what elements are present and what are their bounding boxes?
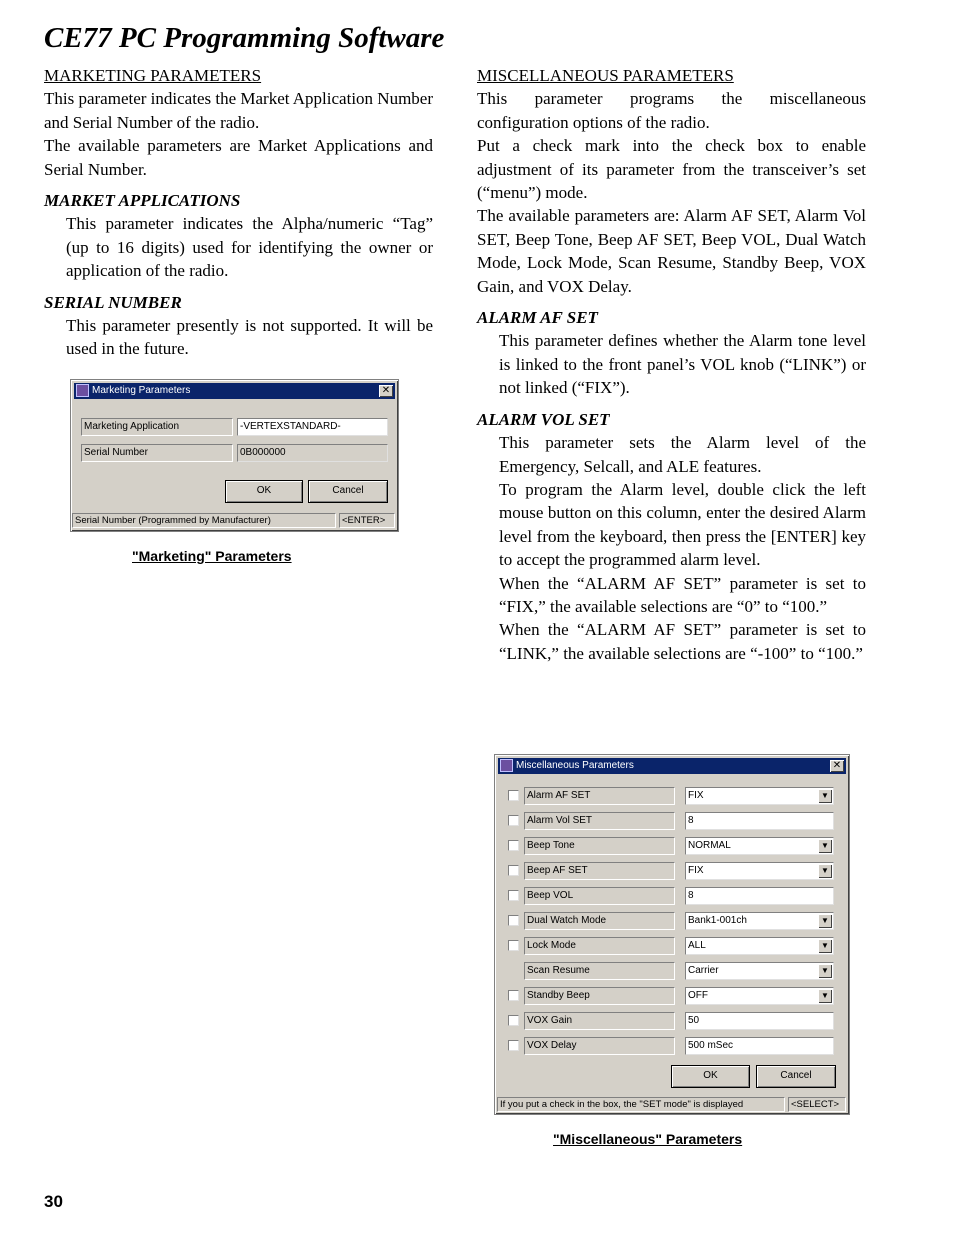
misc-heading: MISCELLANEOUS PARAMETERS bbox=[477, 66, 734, 85]
misc-checkbox-text: Put a check mark into the check box to enable adjustment of its parameter from the transceiver’s set (“menu”) mode. bbox=[477, 136, 866, 203]
standby-beep-checkbox[interactable] bbox=[508, 990, 519, 1001]
page-number: 30 bbox=[44, 1192, 63, 1211]
alarm-vol-set-heading: ALARM VOL SET bbox=[477, 409, 610, 429]
ok-button[interactable]: OK bbox=[671, 1065, 750, 1088]
status-bar-key: <SELECT> bbox=[788, 1097, 846, 1112]
marketing-parameters-dialog bbox=[70, 379, 399, 532]
serial-number-text: This parameter presently is not supported. It will be used in the future. bbox=[66, 316, 433, 359]
scan-resume-select[interactable] bbox=[685, 962, 834, 980]
chevron-down-icon[interactable]: ▼ bbox=[818, 864, 832, 878]
dual-watch-mode-label: Dual Watch Mode bbox=[524, 912, 675, 930]
serial-number-heading: SERIAL NUMBER bbox=[44, 292, 182, 312]
alarm-vol-set-text-4: When the “ALARM AF SET” parameter is set to “LINK,” the available selections are “-100” to “100.” bbox=[499, 620, 866, 663]
misc-available: The available parameters are: Alarm AF SET, Alarm Vol SET, Beep Tone, Beep AF SET, Beep VOL, Dual Watch Mode, Lock Mode, Scan Resume, Standby Beep, VOX Gain, and VOX Delay. bbox=[477, 206, 866, 296]
vox-delay-checkbox[interactable] bbox=[508, 1040, 519, 1051]
cancel-button[interactable]: Cancel bbox=[756, 1065, 836, 1088]
status-bar-text: Serial Number (Programmed by Manufacturer) bbox=[72, 513, 336, 528]
chevron-down-icon[interactable]: ▼ bbox=[818, 789, 832, 803]
standby-beep-value: OFF bbox=[688, 990, 708, 1001]
vox-gain-input[interactable]: 50 bbox=[685, 1012, 834, 1030]
alarm-af-set-text: This parameter defines whether the Alarm tone level is linked to the front panel’s VOL knob (“LINK”) or not linked (“FIX”). bbox=[499, 331, 866, 398]
beep-tone-checkbox[interactable] bbox=[508, 840, 519, 851]
app-icon bbox=[500, 759, 513, 772]
alarm-af-set-heading: ALARM AF SET bbox=[477, 308, 598, 328]
alarm-af-set-select[interactable] bbox=[685, 787, 834, 805]
dual-watch-mode-checkbox[interactable] bbox=[508, 915, 519, 926]
marketing-caption: "Marketing" Parameters bbox=[132, 548, 292, 564]
beep-af-set-label: Beep AF SET bbox=[524, 862, 675, 880]
serial-number-field: 0B000000 bbox=[237, 444, 388, 462]
ok-button[interactable]: OK bbox=[225, 480, 303, 503]
alarm-vol-set-checkbox[interactable] bbox=[508, 815, 519, 826]
lock-mode-checkbox[interactable] bbox=[508, 940, 519, 951]
dual-watch-mode-select[interactable] bbox=[685, 912, 834, 930]
dialog-title: Marketing Parameters bbox=[92, 385, 191, 396]
market-applications-text: This parameter indicates the Alpha/numeric “Tag” (up to 16 digits) used for identifying the owner or application of the radio. bbox=[66, 214, 433, 281]
standby-beep-label: Standby Beep bbox=[524, 987, 675, 1005]
vox-delay-input[interactable]: 500 mSec bbox=[685, 1037, 834, 1055]
beep-tone-label: Beep Tone bbox=[524, 837, 675, 855]
cancel-button[interactable]: Cancel bbox=[308, 480, 388, 503]
misc-intro: This parameter programs the miscellaneous configuration options of the radio. bbox=[477, 89, 866, 132]
alarm-vol-set-input[interactable]: 8 bbox=[685, 812, 834, 830]
marketing-heading: MARKETING PARAMETERS bbox=[44, 66, 262, 85]
market-applications-heading: MARKET APPLICATIONS bbox=[44, 191, 241, 211]
miscellaneous-parameters-dialog bbox=[494, 754, 850, 1115]
page-title: CE77 PC Programming Software bbox=[44, 22, 445, 54]
beep-vol-checkbox[interactable] bbox=[508, 890, 519, 901]
beep-vol-label: Beep VOL bbox=[524, 887, 675, 905]
marketing-available: The available parameters are Market Applications and Serial Number. bbox=[44, 136, 433, 179]
alarm-af-set-checkbox[interactable] bbox=[508, 790, 519, 801]
vox-gain-checkbox[interactable] bbox=[508, 1015, 519, 1026]
beep-tone-value: NORMAL bbox=[688, 840, 731, 851]
left-column bbox=[44, 64, 433, 361]
miscellaneous-caption: "Miscellaneous" Parameters bbox=[553, 1131, 743, 1147]
beep-vol-input[interactable]: 8 bbox=[685, 887, 834, 905]
marketing-application-input[interactable]: -VERTEXSTANDARD- bbox=[237, 418, 388, 436]
beep-af-set-value: FIX bbox=[688, 865, 704, 876]
alarm-vol-set-text-3: When the “ALARM AF SET” parameter is set to “FIX,” the available selections are “0” to “100.” bbox=[499, 573, 866, 616]
scan-resume-value: Carrier bbox=[688, 965, 719, 976]
dual-watch-mode-value: Bank1-001ch bbox=[688, 915, 747, 926]
status-bar-text: If you put a check in the box, the "SET mode" is displayed bbox=[497, 1097, 785, 1112]
lock-mode-label: Lock Mode bbox=[524, 937, 675, 955]
marketing-application-label: Marketing Application bbox=[81, 418, 233, 436]
vox-gain-label: VOX Gain bbox=[524, 1012, 675, 1030]
app-icon bbox=[76, 384, 89, 397]
lock-mode-select[interactable] bbox=[685, 937, 834, 955]
alarm-vol-set-text-2: To program the Alarm level, double click the left mouse button on this column, enter the desired Alarm level from the keyboard, then press the [ENTER] key to accept the programmed alarm level. bbox=[499, 479, 866, 570]
chevron-down-icon[interactable]: ▼ bbox=[818, 989, 832, 1003]
close-icon[interactable]: ✕ bbox=[830, 760, 844, 772]
chevron-down-icon[interactable]: ▼ bbox=[818, 914, 832, 928]
chevron-down-icon[interactable]: ▼ bbox=[818, 964, 832, 978]
chevron-down-icon[interactable]: ▼ bbox=[818, 939, 832, 953]
alarm-vol-set-label: Alarm Vol SET bbox=[524, 812, 675, 830]
lock-mode-value: ALL bbox=[688, 940, 706, 951]
beep-af-set-select[interactable] bbox=[685, 862, 834, 880]
right-column bbox=[477, 64, 866, 665]
serial-number-label: Serial Number bbox=[81, 444, 233, 462]
chevron-down-icon[interactable]: ▼ bbox=[818, 839, 832, 853]
alarm-af-set-label: Alarm AF SET bbox=[524, 787, 675, 805]
alarm-vol-set-text-1: This parameter sets the Alarm level of the Emergency, Selcall, and ALE features. bbox=[499, 433, 866, 476]
dialog-title-bar[interactable] bbox=[74, 383, 395, 399]
marketing-intro: This parameter indicates the Market Application Number and Serial Number of the radio. bbox=[44, 89, 433, 132]
status-bar-key: <ENTER> bbox=[339, 513, 395, 528]
beep-af-set-checkbox[interactable] bbox=[508, 865, 519, 876]
dialog-title: Miscellaneous Parameters bbox=[516, 760, 634, 771]
vox-delay-label: VOX Delay bbox=[524, 1037, 675, 1055]
standby-beep-select[interactable] bbox=[685, 987, 834, 1005]
alarm-af-set-value: FIX bbox=[688, 790, 704, 801]
scan-resume-label: Scan Resume bbox=[524, 962, 675, 980]
beep-tone-select[interactable] bbox=[685, 837, 834, 855]
dialog-title-bar[interactable] bbox=[498, 758, 846, 774]
close-icon[interactable]: ✕ bbox=[379, 385, 393, 397]
